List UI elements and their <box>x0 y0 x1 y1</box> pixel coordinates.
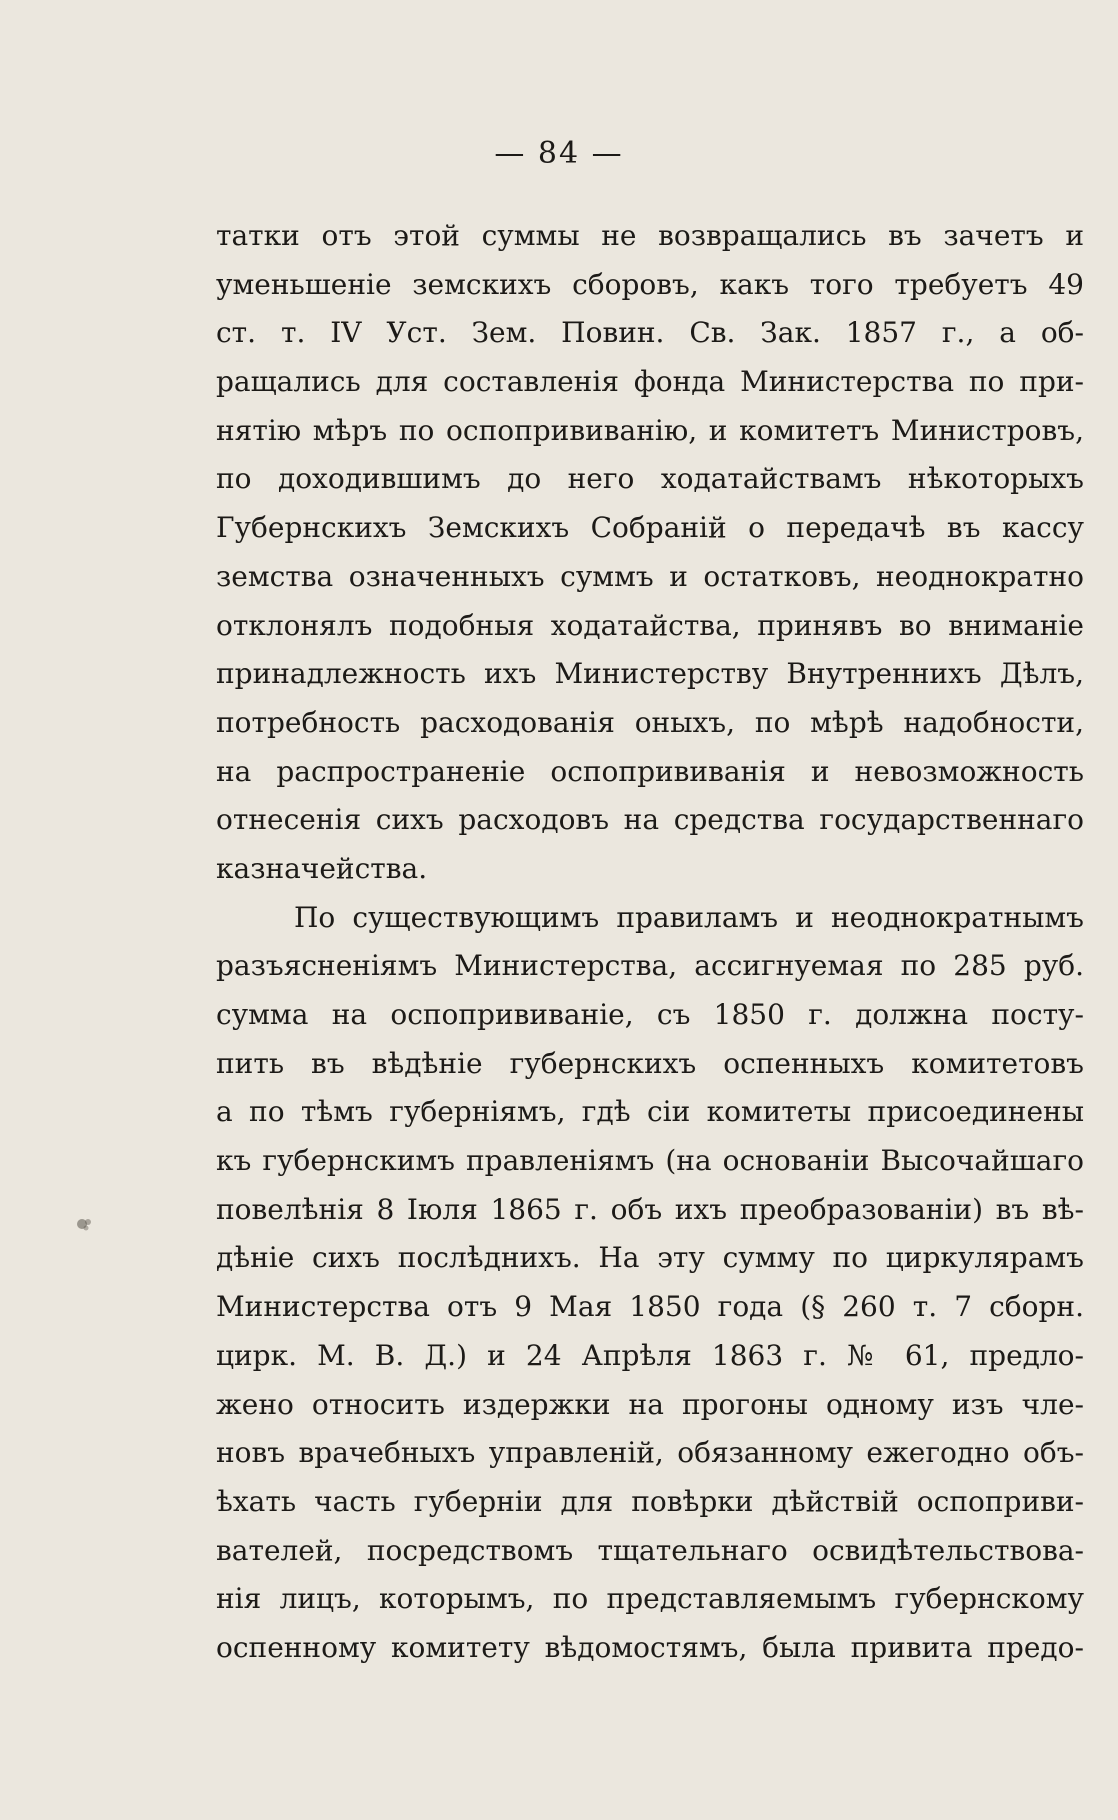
text-line: къ губернскимъ правленіямъ (на основаніи Высочайшаго <box>216 1144 1084 1178</box>
text-line: нія лицъ, которымъ, по представляемымъ губернскому <box>216 1582 1084 1616</box>
text-line: новъ врачебныхъ управленій, обязанному ежегодно объ- <box>216 1436 1084 1470</box>
text-line: татки отъ этой суммы не возвращались въ зачетъ и <box>216 219 1084 252</box>
text-line: пить въ вѣдѣніе губернскихъ оспенныхъ комитетовъ <box>216 1046 1084 1080</box>
text-line: отнесенія сихъ расходовъ на средства государственнаго <box>216 803 1084 837</box>
text-line: потребность расходованія оныхъ, по мѣрѣ надобности, <box>216 705 1084 739</box>
text-line: По существующимъ правиламъ и неоднократнымъ <box>294 900 1084 934</box>
text-line: вателей, посредствомъ тщательнаго освидѣтельствова- <box>216 1533 1084 1567</box>
ink-speck-icon <box>70 1210 100 1240</box>
text-line: цирк. М. В. Д.) и 24 Апрѣля 1863 г. № 61, предло- <box>216 1338 1084 1372</box>
text-line: ст. т. IV Уст. Зем. Повин. Св. Зак. 1857 г., а об- <box>216 316 1084 350</box>
text-line: ращались для составленія фонда Министерства по при- <box>216 365 1084 399</box>
text-line: жено относить издержки на прогоны одному изъ чле- <box>216 1387 1084 1421</box>
page-number: — 84 — <box>494 136 624 171</box>
text-line: Министерства отъ 9 Мая 1850 года (§ 260 т. 7 сборн. <box>216 1290 1084 1324</box>
text-line: повелѣнія 8 Іюля 1865 г. объ ихъ преобразованіи) въ вѣ- <box>216 1192 1084 1226</box>
text-line: оспенному комитету вѣдомостямъ, была привита предо- <box>216 1630 1084 1664</box>
paragraph-2 <box>216 894 1084 1673</box>
text-line: дѣніе сихъ послѣднихъ. На эту сумму по циркулярамъ <box>216 1241 1084 1275</box>
text-line: отклонялъ подобныя ходатайства, принявъ во вниманіе <box>216 608 1084 642</box>
paragraph-1 <box>216 212 1084 894</box>
text-line: разъясненіямъ Министерства, ассигнуемая по 285 руб. <box>216 949 1084 983</box>
body-text <box>216 212 1084 1673</box>
text-line: земства означенныхъ суммъ и остатковъ, неоднократно <box>216 559 1084 593</box>
text-line: Губернскихъ Земскихъ Собраній о передачѣ въ кассу <box>216 511 1084 545</box>
text-line: нятію мѣръ по оспопрививанію, и комитетъ Министровъ, <box>216 413 1084 447</box>
text-line: сумма на оспопрививаніе, съ 1850 г. должна посту- <box>216 998 1084 1031</box>
text-line: казначейства. <box>216 851 428 885</box>
text-line: по доходившимъ до него ходатайствамъ нѣкоторыхъ <box>216 462 1084 496</box>
text-line: принадлежность ихъ Министерству Внутреннихъ Дѣлъ, <box>216 657 1084 691</box>
text-line: уменьшеніе земскихъ сборовъ, какъ того требуетъ 49 <box>216 267 1084 301</box>
text-line: а по тѣмъ губерніямъ, гдѣ сіи комитеты присоединены <box>216 1095 1084 1129</box>
text-line: ѣхать часть губерніи для повѣрки дѣйствій оспоприви- <box>216 1484 1084 1518</box>
text-line: на распространеніе оспопрививанія и невозможность <box>216 754 1084 788</box>
